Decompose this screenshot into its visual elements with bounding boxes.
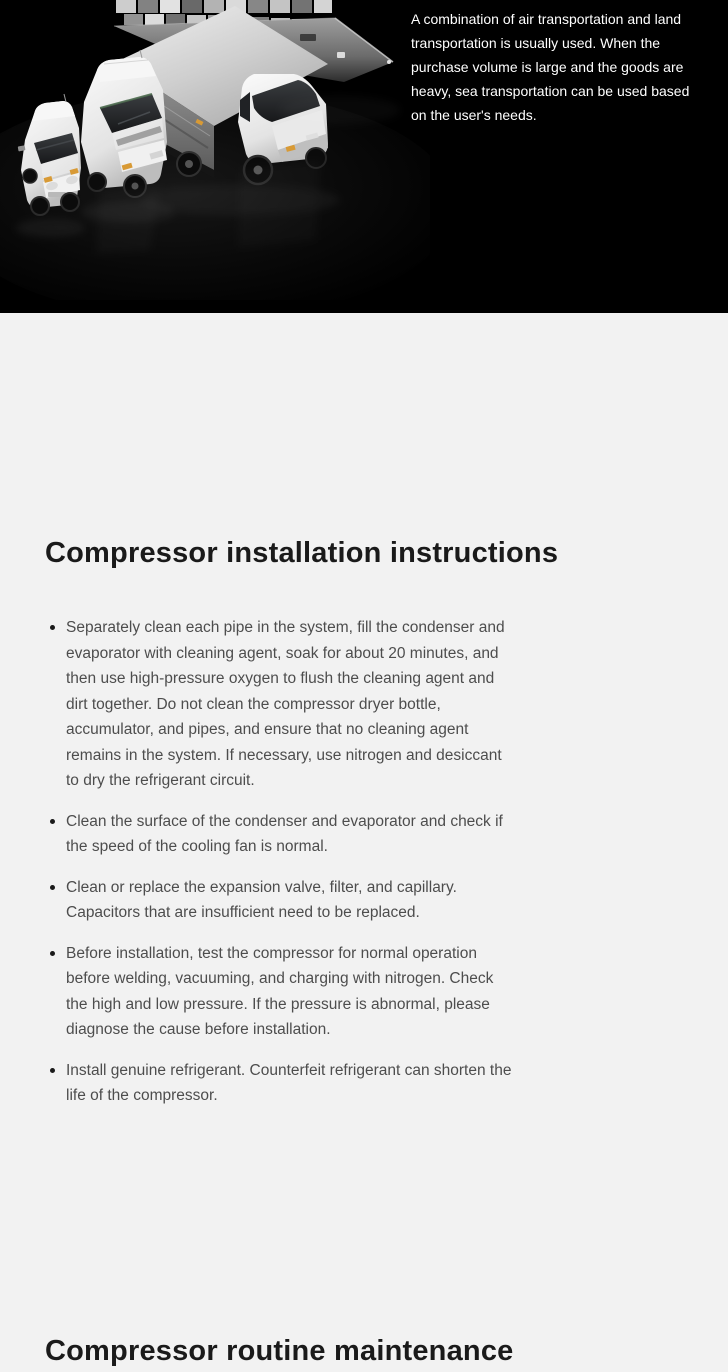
installation-bullet-5: Install genuine refrigerant. Counterfeit refrigerant can shorten the life of the compressor.	[45, 1058, 517, 1109]
installation-bullet-list	[45, 615, 683, 1109]
installation-bullet-1: Separately clean each pipe in the system, fill the condenser and evaporator with cleaning agent, soak for about 20 minutes, and then use high-pressure oxygen to flush the cleaning agent and dirt together. Do not clean the compressor dryer bottle, accumulator, and pipes, and ensure that no cleaning agent remains in the system. If necessary, use nitrogen and desiccant to dry the refrigerant circuit.	[45, 615, 517, 794]
content-section	[0, 313, 728, 1368]
maintenance-heading: Compressor routine maintenance	[45, 1334, 514, 1367]
hero-section	[0, 0, 728, 313]
installation-heading: Compressor installation instructions	[45, 537, 559, 569]
logistics-photo	[0, 0, 430, 300]
installation-bullet-2: Clean the surface of the condenser and evaporator and check if the speed of the cooling fan is normal.	[45, 809, 517, 860]
hero-caption: A combination of air transportation and land transportation is usually used. When the purchase volume is large and the goods are heavy, sea transportation can be used based on the user's needs.	[411, 11, 690, 123]
installation-bullet-4: Before installation, test the compressor for normal operation before welding, vacuuming, and charging with nitrogen. Check the high and low pressure. If the pressure is abnormal, please diagnose the cause before installation.	[45, 941, 517, 1043]
installation-bullet-3: Clean or replace the expansion valve, filter, and capillary. Capacitors that are insufficient need to be replaced.	[45, 875, 517, 926]
